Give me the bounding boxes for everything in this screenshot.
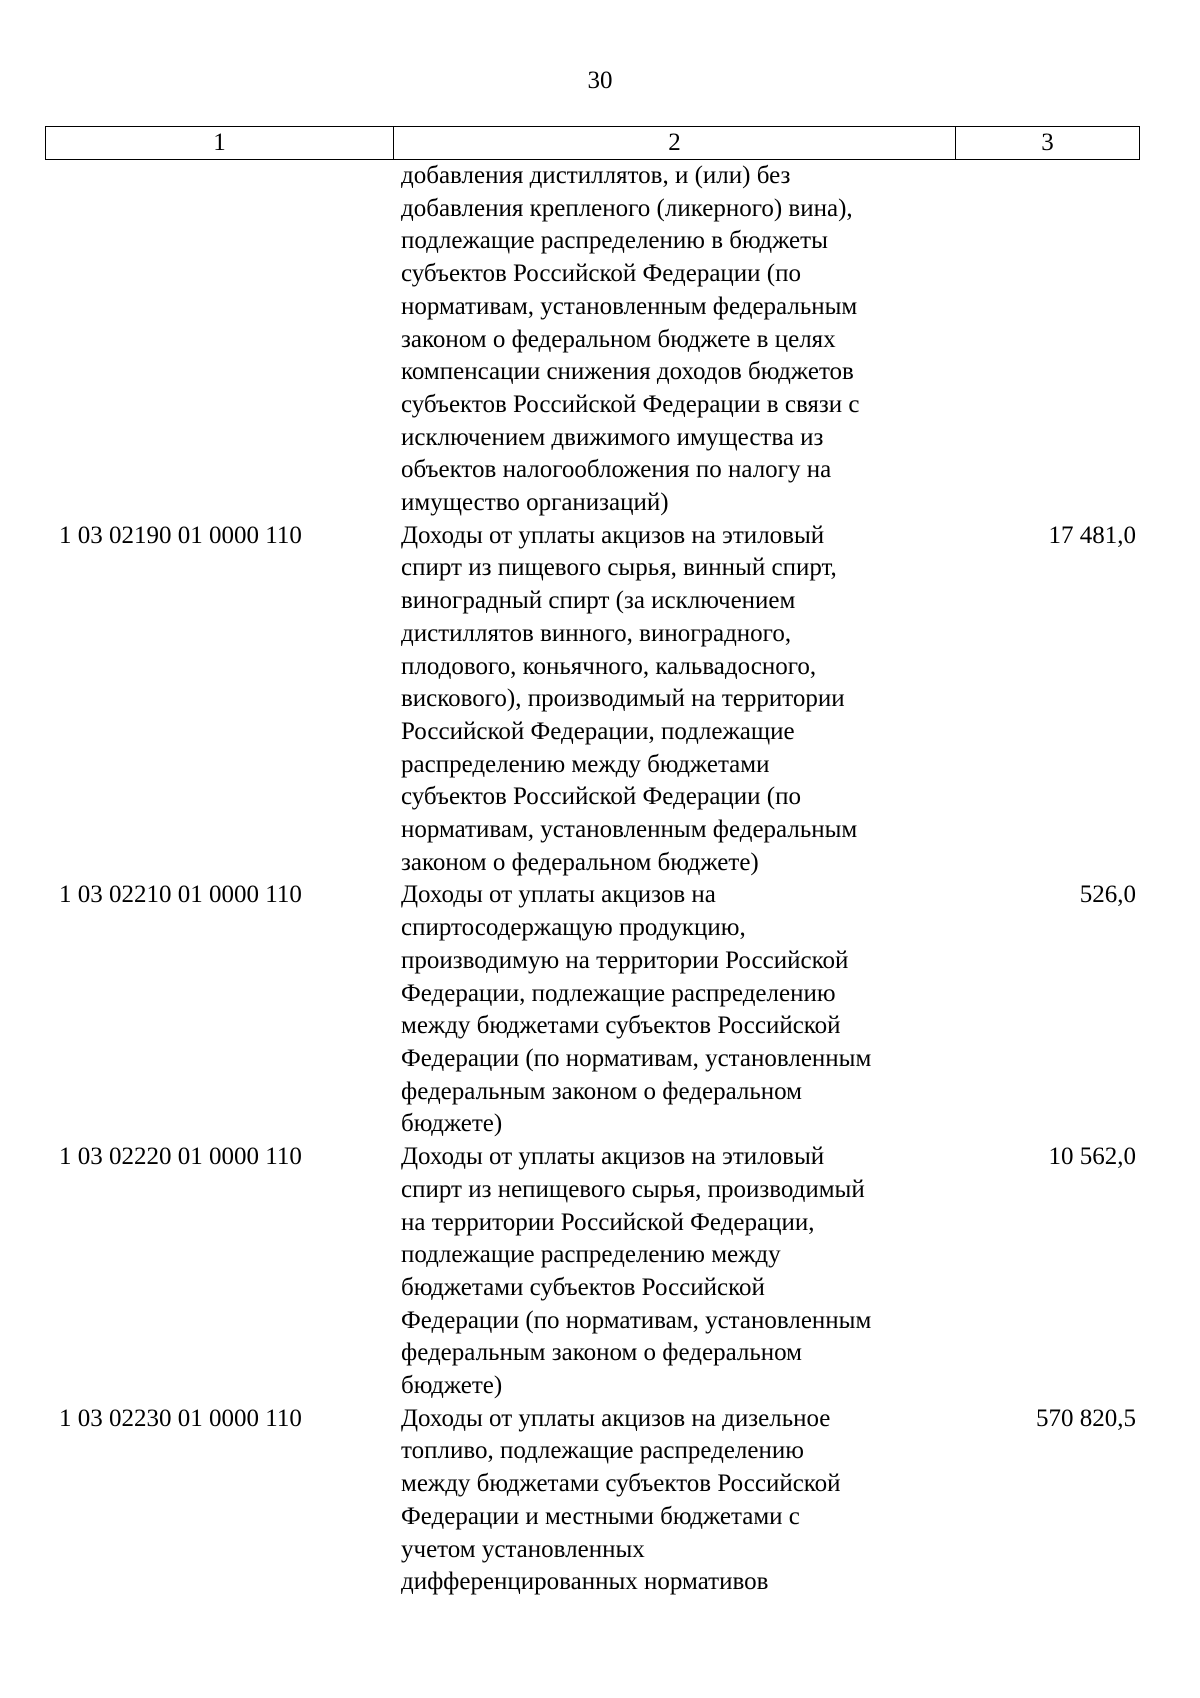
header-col-amount: 3 bbox=[956, 127, 1140, 160]
description-line: вискового), производимый на территории bbox=[401, 685, 845, 713]
description-line: Федерации (по нормативам, установленным bbox=[401, 1044, 872, 1072]
description-line: Федерации, подлежащие распределению bbox=[401, 979, 836, 1007]
description-line: Доходы от уплаты акцизов на этиловый bbox=[401, 521, 825, 549]
description-line: субъектов Российской Федерации в связи с bbox=[401, 390, 860, 418]
revenue-code: 1 03 02190 01 0000 110 bbox=[59, 521, 302, 549]
revenue-code: 1 03 02230 01 0000 110 bbox=[59, 1404, 302, 1432]
description-line: Доходы от уплаты акцизов на bbox=[401, 881, 716, 909]
revenue-amount: 10 562,0 bbox=[1048, 1143, 1136, 1171]
description-line: между бюджетами субъектов Российской bbox=[401, 1012, 841, 1040]
revenue-amount bbox=[941, 160, 1136, 520]
description-line: нормативам, установленным федеральным bbox=[401, 292, 858, 320]
table-row bbox=[45, 1141, 1136, 1403]
description-line: законом о федеральном бюджете в целях bbox=[401, 325, 836, 353]
revenue-code bbox=[45, 160, 389, 520]
description-line: субъектов Российской Федерации (по bbox=[401, 783, 801, 811]
revenue-amount: 17 481,0 bbox=[1048, 521, 1136, 549]
description-line: Федерации и местными бюджетами с bbox=[401, 1502, 800, 1530]
description-line: спиртосодержащую продукцию, bbox=[401, 914, 746, 942]
description-line: Российской Федерации, подлежащие bbox=[401, 717, 795, 745]
description-line: исключением движимого имущества из bbox=[401, 423, 824, 451]
revenue-description bbox=[389, 160, 941, 520]
table-body bbox=[45, 160, 1136, 1599]
description-line: дифференцированных нормативов bbox=[401, 1568, 769, 1596]
revenue-description bbox=[389, 1403, 941, 1599]
description-line: топливо, подлежащие распределению bbox=[401, 1437, 804, 1465]
description-line: спирт из непищевого сырья, производимый bbox=[401, 1175, 865, 1203]
description-line: спирт из пищевого сырья, винный спирт, bbox=[401, 554, 837, 582]
page-number: 30 bbox=[587, 67, 613, 94]
description-line: объектов налогообложения по налогу на bbox=[401, 456, 832, 484]
description-line: субъектов Российской Федерации (по bbox=[401, 260, 801, 288]
description-line: Федерации (по нормативам, установленным bbox=[401, 1306, 872, 1334]
header-col-code: 1 bbox=[46, 127, 394, 160]
table-row bbox=[45, 1403, 1136, 1599]
revenue-description bbox=[389, 520, 941, 880]
header-col-name: 2 bbox=[394, 127, 956, 160]
description-line: производимую на территории Российской bbox=[401, 946, 849, 974]
revenue-amount: 570 820,5 bbox=[1036, 1404, 1136, 1432]
description-line: бюджете) bbox=[401, 1372, 503, 1400]
description-line: подлежащие распределению между bbox=[401, 1241, 781, 1269]
description-line: распределению между бюджетами bbox=[401, 750, 770, 778]
description-line: бюджете) bbox=[401, 1110, 503, 1138]
description-line: дистиллятов винного, виноградного, bbox=[401, 619, 792, 647]
description-line: виноградный спирт (за исключением bbox=[401, 587, 796, 615]
description-line: федеральным законом о федеральном bbox=[401, 1339, 802, 1367]
description-line: учетом установленных bbox=[401, 1535, 645, 1563]
revenue-code: 1 03 02210 01 0000 110 bbox=[59, 881, 302, 909]
description-line: имущество организаций) bbox=[401, 489, 669, 517]
table-header bbox=[45, 126, 1140, 160]
description-line: законом о федеральном бюджете) bbox=[401, 848, 759, 876]
table-row bbox=[45, 879, 1136, 1141]
description-line: плодового, коньячного, кальвадосного, bbox=[401, 652, 817, 680]
revenue-amount: 526,0 bbox=[1079, 881, 1136, 909]
description-line: между бюджетами субъектов Российской bbox=[401, 1470, 841, 1498]
revenue-description bbox=[389, 879, 941, 1141]
description-line: компенсации снижения доходов бюджетов bbox=[401, 358, 854, 386]
description-line: нормативам, установленным федеральным bbox=[401, 816, 858, 844]
table-row bbox=[45, 160, 1136, 520]
description-line: федеральным законом о федеральном bbox=[401, 1077, 802, 1105]
description-line: Доходы от уплаты акцизов на этиловый bbox=[401, 1143, 825, 1171]
table-row bbox=[45, 520, 1136, 880]
revenue-description bbox=[389, 1141, 941, 1403]
revenue-code: 1 03 02220 01 0000 110 bbox=[59, 1143, 302, 1171]
description-line: подлежащие распределению в бюджеты bbox=[401, 227, 828, 255]
description-line: бюджетами субъектов Российской bbox=[401, 1273, 765, 1301]
description-line: добавления крепленого (ликерного) вина), bbox=[401, 194, 853, 222]
header-row bbox=[46, 127, 1140, 160]
description-line: Доходы от уплаты акцизов на дизельное bbox=[401, 1404, 831, 1432]
description-line: добавления дистиллятов, и (или) без bbox=[401, 162, 791, 189]
description-line: на территории Российской Федерации, bbox=[401, 1208, 815, 1236]
